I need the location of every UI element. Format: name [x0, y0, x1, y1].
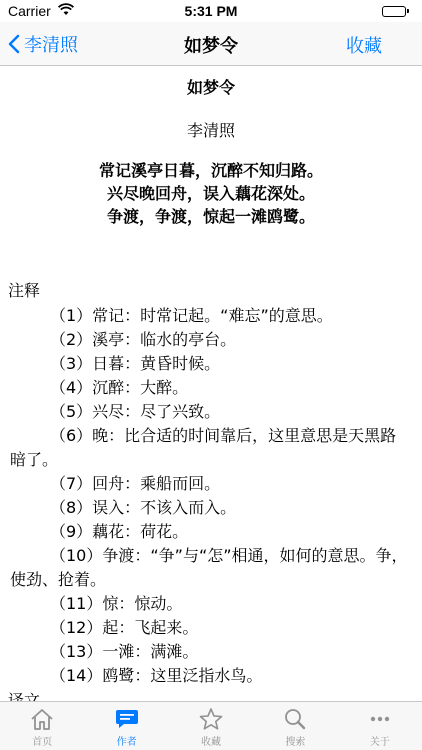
- note-item: （12）起：飞起来。: [50, 618, 199, 637]
- tab-bar: [0, 701, 422, 750]
- chat-bubble-icon: [114, 707, 140, 731]
- tab-label: 首页: [32, 737, 53, 748]
- notes-list: [0, 304, 422, 688]
- back-button-label: 李清照: [24, 35, 78, 56]
- status-bar: [0, 0, 422, 22]
- carrier-label: Carrier: [8, 3, 51, 19]
- note-item: （8）误入：不该入而入。: [50, 498, 237, 517]
- poem-title: 如梦令: [186, 78, 235, 97]
- note-item: （1）常记：时常记起。“难忘”的意思。: [50, 306, 333, 325]
- note-item: （10）争渡：“争”与“怎”相通，如何的意思。争，使劲、抢着。: [10, 546, 408, 589]
- note-item: （4）沉醉：大醉。: [50, 378, 189, 397]
- tab-favorites[interactable]: [169, 702, 253, 750]
- battery-icon: [382, 5, 412, 17]
- home-icon: [29, 707, 55, 731]
- navigation-bar: [0, 22, 422, 66]
- poem-line: 兴尽晚回舟，误入藕花深处。: [106, 184, 315, 203]
- more-icon: [367, 707, 393, 731]
- poem-body: [0, 159, 422, 228]
- poem-line: 争渡，争渡，惊起一滩鸥鹭。: [106, 207, 315, 226]
- note-item: （11）惊：惊动。: [50, 594, 183, 613]
- note-item: （9）藕花：荷花。: [50, 522, 189, 541]
- page-title: 如梦令: [184, 36, 238, 57]
- tab-about[interactable]: [338, 702, 422, 750]
- status-time: 5:31 PM: [184, 3, 238, 19]
- tab-label: 收藏: [201, 737, 222, 748]
- note-item: （13）一滩：满滩。: [50, 642, 199, 661]
- tab-label: 搜索: [285, 737, 306, 748]
- tab-label: 作者: [116, 737, 137, 748]
- note-item: （6）晚：比合适的时间靠后，这里意思是天黑路暗了。: [10, 426, 397, 469]
- search-icon: [282, 707, 308, 731]
- poem-author: 李清照: [186, 121, 235, 140]
- note-item: （7）回舟：乘船而回。: [50, 474, 221, 493]
- poem-line: 常记溪亭日暮，沉醉不知归路。: [98, 161, 323, 180]
- tab-label: 关于: [369, 737, 390, 748]
- tab-home[interactable]: [0, 702, 84, 750]
- note-item: （3）日暮：黄昏时候。: [50, 354, 221, 373]
- poem-content[interactable]: [0, 66, 422, 701]
- notes-heading: 注释: [8, 281, 41, 300]
- note-item: （2）溪亭：临水的亭台。: [50, 330, 237, 349]
- note-item: （5）兴尽：尽了兴致。: [50, 402, 221, 421]
- note-item: （14）鸥鹭：这里泛指水鸟。: [50, 666, 263, 685]
- tab-search[interactable]: [253, 702, 337, 750]
- favorite-button[interactable]: 收藏: [346, 36, 382, 57]
- star-icon: [198, 707, 224, 731]
- tab-author[interactable]: [84, 702, 168, 750]
